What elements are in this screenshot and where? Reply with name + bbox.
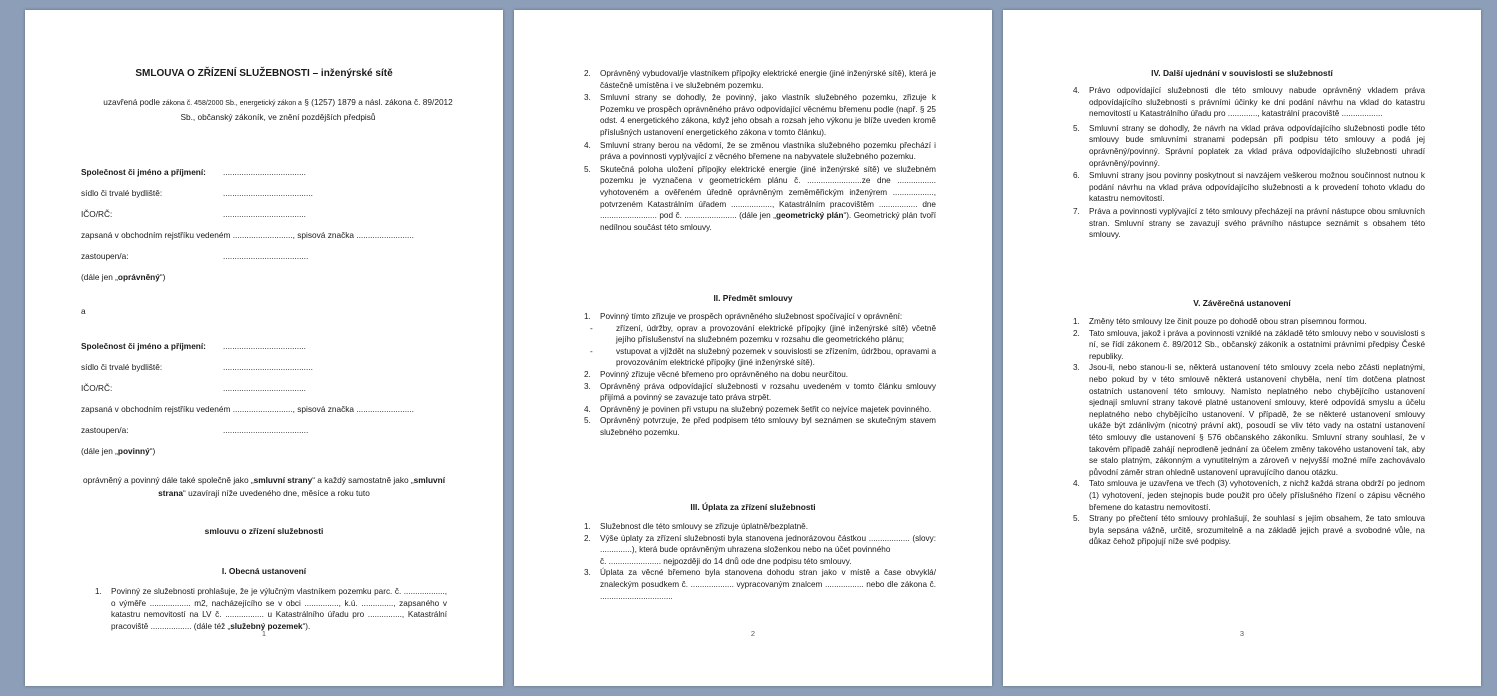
section-3-title: III. Úplata za zřízení služebnosti [690, 502, 816, 512]
list-item: 3. Oprávněný práva odpovídající služebnosti v rozsahu uvedeném v tomto článku smlouvy přijímá a povinný se zavazuje tato práva strpět. [584, 381, 936, 403]
party2-name-dots: .................................... [223, 341, 306, 351]
section-4-title: IV. Další ujednání v souvislosti se služebností [1151, 68, 1333, 78]
party1-ico-label: IČO/RČ: [81, 209, 113, 219]
list-item: 2. Tato smlouva, jakož i práva a povinnosti vzniklé na základě této smlouvy nebo v souvislosti s ní, se řídí zákonem č. 89/2012 Sb., občanský zákoník a ostatními právními předpisy České republiky. [1073, 328, 1425, 361]
section-1-title: I. Obecná ustanovení [221, 566, 307, 576]
party1-name-label: Společnost či jméno a příjmení: [81, 167, 206, 177]
party1-name-dots: .................................... [223, 167, 306, 177]
list-item: 2. Povinný zřizuje věcné břemeno pro oprávněného na dobu neurčitou. [584, 369, 849, 379]
document-subtitle [103, 96, 453, 123]
and-separator: a [81, 306, 86, 316]
parties-definition: oprávněný a povinný dále také společně jako „smluvní strany“ a každý samostatně jako „smluvní strana“ uzavírají níže uvedeného dne, měsíce a roku tuto [82, 475, 446, 498]
party1-rep-dots: ..................................... [223, 251, 309, 261]
party1-ico-dots: .................................... [223, 209, 306, 219]
party2-alias: (dále jen „povinný“) [81, 446, 156, 456]
list-item: 5. Smluvní strany se dohodly, že návrh na vklad práva odpovídajícího služebnosti podle této smlouvy bude smluvními stranami podepsán při podpisu této smlouvy a podá jej oprávněný/povinný. Správní poplatek za vklad práva odpovídajícího služebnosti uhradí oprávněný/povinný. [1073, 123, 1425, 168]
party2-rep-label: zastoupen/a: [81, 425, 129, 435]
document-page-1 [25, 10, 503, 686]
party1-rep-label: zastoupen/a: [81, 251, 129, 261]
list-item: 4. Oprávněný je povinen při vstupu na služebný pozemek šetřit co nejvíce majetek povinného. [584, 404, 932, 414]
party2-seat-label: sídlo či trvalé bydliště: [81, 362, 163, 372]
subtitle-small-text: zákona č. 458/2000 Sb., energetický zákon a [162, 100, 302, 107]
party1-alias: (dále jen „oprávněný“) [81, 272, 166, 282]
list-item: č. ....................... nejpozději do 14 dnů ode dne podpisu této smlouvy. [600, 556, 852, 566]
list-item: 4. Tato smlouva je uzavřena ve třech (3) vyhotoveních, z nichž každá strana obdrží po jednom (1) vyhotovení, jeden stejnopis bude použit pro účely příslušného řízení o zápisu věcného břemene do katastru nemovitostí. [1073, 479, 1425, 512]
list-item: 1. Služebnost dle této smlouvy se zřizuje úplatně/bezplatně. [584, 522, 808, 531]
page2-items-top [584, 68, 936, 233]
document-title: SMLOUVA O ZŘÍZENÍ SLUŽEBNOSTI – inženýrské sítě [135, 68, 393, 79]
list-item: 5. Strany po přečtení této smlouvy prohlašují, že souhlasí s jejím obsahem, že tato smlouva byla sepsána vážně, určitě, srozumitelně a na základě jejich pravé a svobodné vůle, na důkaz čehož připojují níže své podpisy. [1073, 514, 1425, 547]
party2-ico-dots: .................................... [223, 383, 306, 393]
list-item: 2. Výše úplaty za zřízení služebnosti byla stanovena jednorázovou částkou .................. (slovy: ..............), která bude oprávněným uhrazena složenkou nebo na účet povinného [584, 533, 936, 555]
page-number: 3 [1239, 629, 1245, 638]
party2-ico-label: IČO/RČ: [81, 383, 113, 393]
list-item: - zřízení, údržby, oprav a provozování elektrické přípojky (jiné inženýrské sítě) včetně jejího příslušenství na služebném pozemku v rozsahu dle geometrického plánu; [590, 323, 936, 345]
party2-registry: zapsaná v obchodním rejstříku vedeném .........................., spisová značka ......................... [81, 404, 414, 414]
party1-seat-label: sídlo či trvalé bydliště: [81, 188, 163, 198]
page-number: 2 [750, 629, 756, 638]
section-5-title: V. Závěrečná ustanovení [1193, 298, 1291, 308]
document-page-2 [514, 10, 992, 686]
page-number: 1 [261, 629, 267, 638]
list-item: 2. Oprávněný vybudoval/je vlastníkem přípojky elektrické energie (jiné inženýrské sítě), která je částečně umístěna i ve služebném pozemku. [584, 69, 936, 90]
document-page-3 [1003, 10, 1481, 686]
subtitle-text-a: uzavřená podle [103, 97, 163, 107]
list-item: 1. Povinný tímto zřizuje ve prospěch oprávněného služebnost spočívající v oprávnění: [584, 312, 903, 321]
list-item: 5. Skutečná poloha uložení přípojky elektrické energie (jiné inženýrské sítě) ve služebném pozemku je vyznačena v geometrickém plánu č. ........................ze dne ................. vyhotoveném a ověřeném úředně oprávněným zeměměřickým inženýrem .................., potvrzeném Katastrálním úřadem .................., Katastrálním pracovištěm ................. dne ......................... pod č. ....................... (dále jen „geometrický plán“). Geometrický plán tvoří nedílnou součást této smlouvy. [584, 164, 936, 232]
list-item: 6. Smluvní strany jsou povinny poskytnout si navzájem veškerou možnou součinnost nutnou k podání návrhu na vklad práva odpovídajícího služebnosti a k provedení tohoto vkladu do katastru nemovitostí. [1073, 171, 1425, 204]
section-4-list [1073, 85, 1425, 241]
list-item: - vstupovat a vjíždět na služebný pozemek v souvislosti se zřízením, údržbou, opravami a provozováním elektrické přípojky (jiné inženýrské sítě). [590, 346, 936, 368]
list-item: 1. Změny této smlouvy lze činit pouze po dohodě obou stran písemnou formou. [1073, 317, 1367, 326]
list-item: 7. Práva a povinnosti vyplývající z této smlouvy přecházejí na právní nástupce obou smluvních stran. Smluvní strany se zavazují svého právního nástupce seznámit s obsahem této smlouvy. [1073, 206, 1425, 240]
list-item: 3. Úplata za věcné břemeno byla stanovena dohodu stran jako v místě a čase obvyklá/ znaleckým posudkem č. ................... vypracovaným znalcem ................. nebo dle zákona č. ................................ [584, 568, 936, 601]
section-2-list [584, 311, 936, 439]
list-item: 5. Oprávněný potvrzuje, že před podpisem této smlouvy byl seznámen se skutečným stavem služebného pozemku. [584, 416, 936, 437]
list-item: 4. Právo odpovídající služebnosti dle této smlouvy nabude oprávněný vkladem práva odpovídajícího služebnosti s právními účinky ke dni podání návrhu na vklad do katastru nemovitostí u Katastrálního úřadu pro ............., katastrální pracoviště .................. [1073, 86, 1425, 119]
party1-registry: zapsaná v obchodním rejstříku vedeném .........................., spisová značka ......................... [81, 230, 414, 240]
section-2-title: II. Předmět smlouvy [713, 293, 793, 303]
list-item: 3. Jsou-li, nebo stanou-li se, některá ustanovení této smlouvy zcela nebo zčásti neplatnými, nebo pokud by v této smlouvě některá ustanovení chyběla, není tím dotčena platnost ostatních ustanovení této smlouvy. Namísto neplatného nebo chybějícího ustanovení sjednají smluvní strany takové platné ustanovení smlouvy, které odpovídá smyslu a účelu neplatného nebo chybějícího ustanovení. V případě, že se některé ustanovení smlouvy ukáže být zdánlivým (nicotný právní akt), posoudí se vliv této vady na ostatní ustanovení této smlouvy dle ustanovení § 576 občanského zákoníku. Smluvní strany souhlasí, že v takovém případě zahájí neprodleně jednání za účelem změny takového ustanovení tak, aby se stalo platným, zákonným a vynutitelným a zároveň v nejvyšší možné míře zachovávalo původní záměr stran ohledně ustanovení upravujícího danou otázku. [1073, 363, 1425, 477]
section-5-list [1073, 316, 1425, 548]
list-item: 4. Smluvní strany berou na vědomí, že se změnou vlastníka služebného pozemku přechází i práva a povinnosti vyplývající z věcného břemene na nabyvatele služebného pozemku. [584, 140, 936, 162]
subtitle-text-b: § (1257) 1879 a násl. zákona č. 89/2012 Sb., občanský zákoník, ve znění pozdějších předpisů [180, 97, 453, 122]
party2-name-label: Společnost či jméno a příjmení: [81, 341, 206, 351]
party1-seat-dots: ....................................... [223, 188, 313, 198]
contract-heading: smlouvu o zřízení služebnosti [204, 526, 324, 536]
list-item: 3. Smluvní strany se dohodly, že povinný, jako vlastník služebného pozemku, zřizuje k Pozemku ve prospěch oprávněného právo odpovídající věcnému břemenu podle (např. § 25 odst. 4 energetického zákona, když jeho obsah a rozsah jeho výkonu je blíže uveden kromě příslušných ustanovení energetického zákona v tomto článku). [584, 93, 936, 137]
party2-seat-dots: ....................................... [223, 362, 313, 372]
section-3-list [584, 521, 936, 602]
section-1-item-1: 1. Povinný ze služebnosti prohlašuje, že je výlučným vlastníkem pozemku parc. č. .................., o výměře .................. m2, nacházejícího se v obci ..............., k.ú. .............., zapsaného v katastru nemovitostí na LV č. ................. u Katastrálního úřadu pro ..............., Katastrální pracoviště .................. (dále též „služebný pozemek“). [95, 587, 447, 631]
party2-rep-dots: ..................................... [223, 425, 309, 435]
